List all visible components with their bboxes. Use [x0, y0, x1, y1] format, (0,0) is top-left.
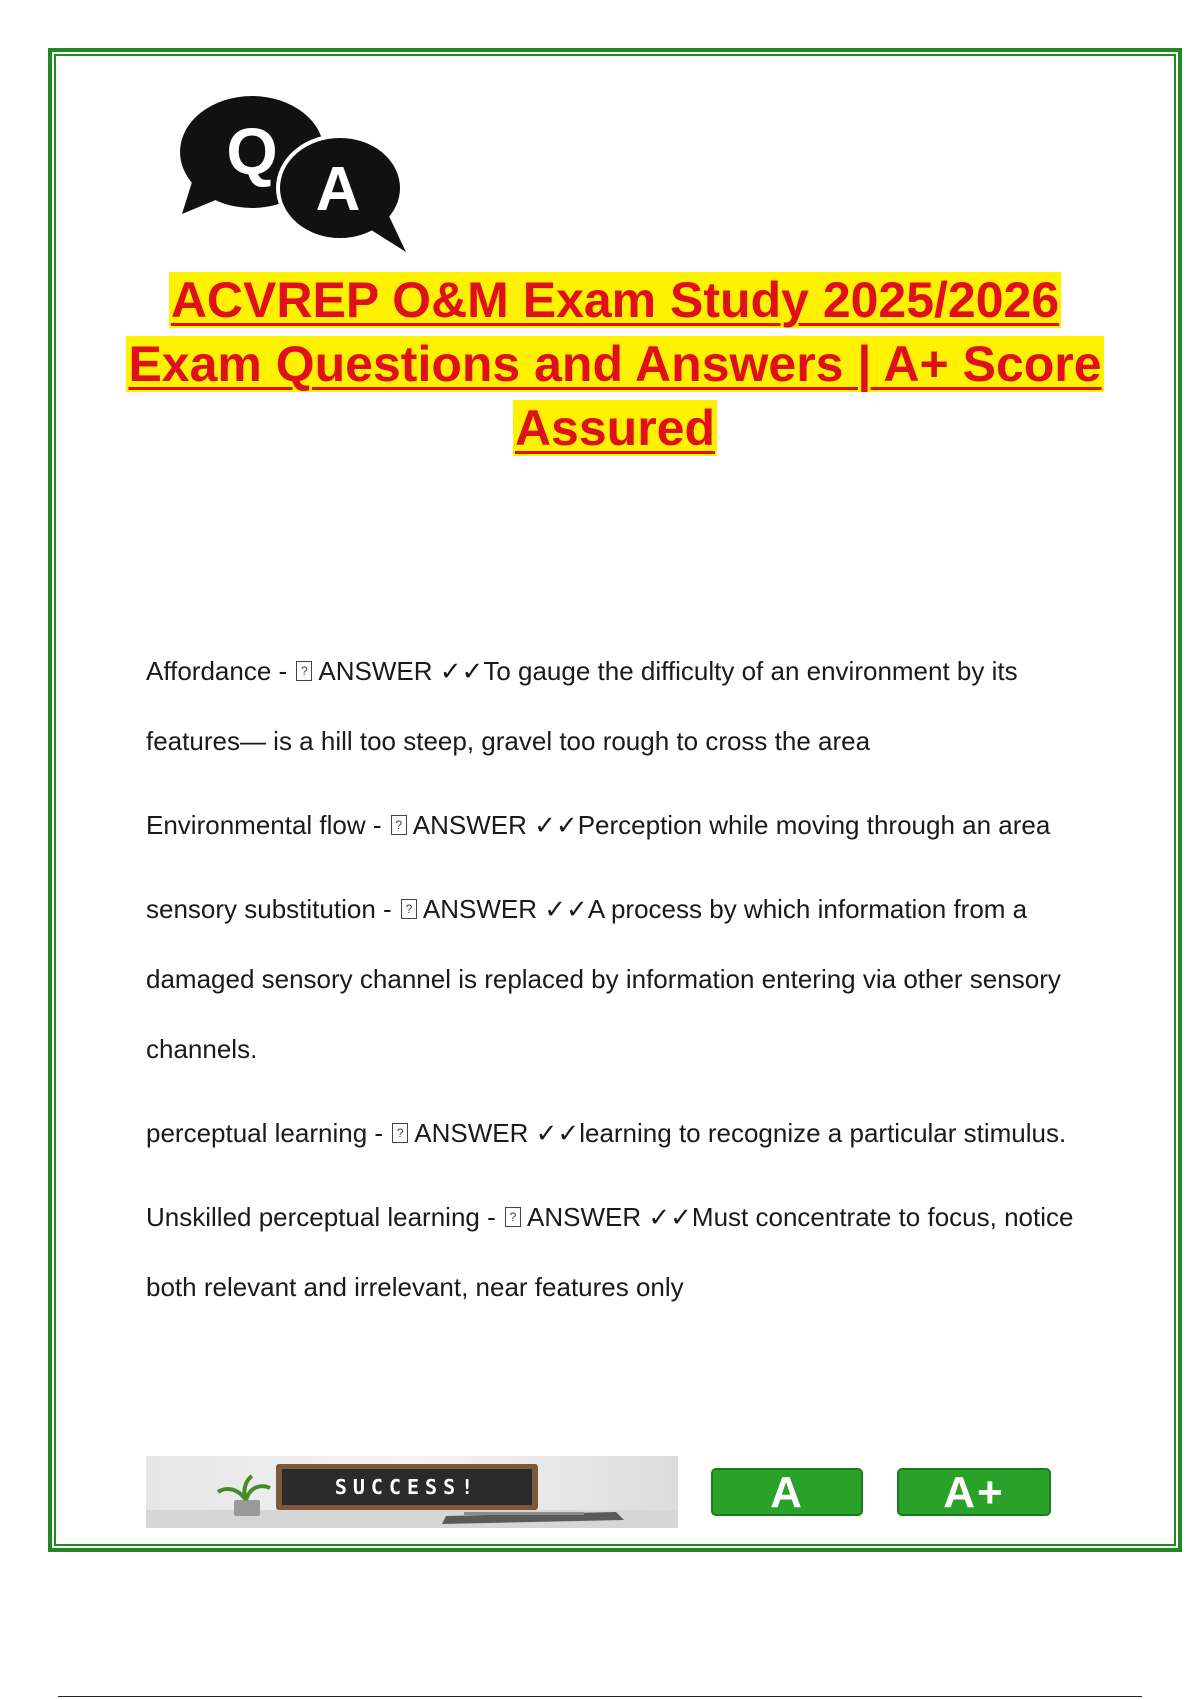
logo-q-letter: Q [226, 114, 278, 188]
qa-item [146, 636, 1106, 776]
qa-answer: A process by which information from a damaged sensory channel is replaced by information entering via other sensory channels. [146, 894, 1061, 1064]
answer-label: ANSWER [412, 810, 527, 840]
a-speech-bubble-icon [278, 136, 406, 252]
success-sign-text: SUCCESS! [334, 1475, 480, 1499]
title-line-1: ACVREP O&M Exam Study 2025/2026 [170, 272, 1060, 328]
grade-a-plus-badge: A+ [897, 1468, 1051, 1516]
missing-glyph-icon [296, 661, 312, 681]
missing-glyph-icon [391, 815, 407, 835]
qa-answer: learning to recognize a particular stimulus. [579, 1118, 1067, 1148]
logo-a-letter: A [315, 155, 361, 224]
title-line-2: Exam Questions and Answers | A+ Score [128, 336, 1102, 392]
qa-logo [170, 90, 430, 260]
qa-separator: - [375, 894, 399, 924]
title-line-3: Assured [514, 400, 716, 456]
answer-label: ANSWER [422, 894, 538, 924]
qa-term: Affordance [146, 656, 272, 686]
page-bottom-rule [58, 1696, 1142, 1697]
qa-term: sensory substitution [146, 894, 376, 924]
success-sign-photo [146, 1456, 678, 1528]
qa-answer: Perception while moving through an area [577, 810, 1051, 840]
qa-answer: To gauge the difficulty of an environment by its features— is a hill too steep, gravel too rough to cross the area [146, 656, 1018, 756]
checkmark-icon: ✓✓ [535, 1118, 580, 1148]
qa-separator: - [365, 810, 389, 840]
qa-list [146, 636, 1106, 1336]
qa-item [146, 1098, 1106, 1168]
qa-item [146, 874, 1106, 1084]
qa-term: perceptual learning [146, 1118, 368, 1148]
qa-term: Unskilled perceptual learning [146, 1202, 480, 1232]
qa-separator: - [271, 656, 295, 686]
answer-label: ANSWER [414, 1118, 529, 1148]
checkmark-icon: ✓✓ [544, 894, 588, 924]
checkmark-icon: ✓✓ [439, 656, 484, 686]
qa-separator: - [367, 1118, 391, 1148]
qa-item [146, 790, 1106, 860]
grade-a-badge: A [711, 1468, 863, 1516]
missing-glyph-icon [392, 1123, 408, 1143]
checkmark-icon: ✓✓ [648, 1202, 692, 1232]
missing-glyph-icon [505, 1207, 521, 1227]
missing-glyph-icon [401, 899, 417, 919]
qa-answer: Must concentrate to focus, notice both relevant and irrelevant, near features only [146, 1202, 1074, 1302]
checkmark-icon: ✓✓ [534, 810, 578, 840]
answer-label: ANSWER [318, 656, 433, 686]
qa-separator: - [479, 1202, 503, 1232]
answer-label: ANSWER [526, 1202, 642, 1232]
document-title [120, 268, 1110, 460]
qa-term: Environmental flow [146, 810, 366, 840]
qa-item [146, 1182, 1106, 1322]
